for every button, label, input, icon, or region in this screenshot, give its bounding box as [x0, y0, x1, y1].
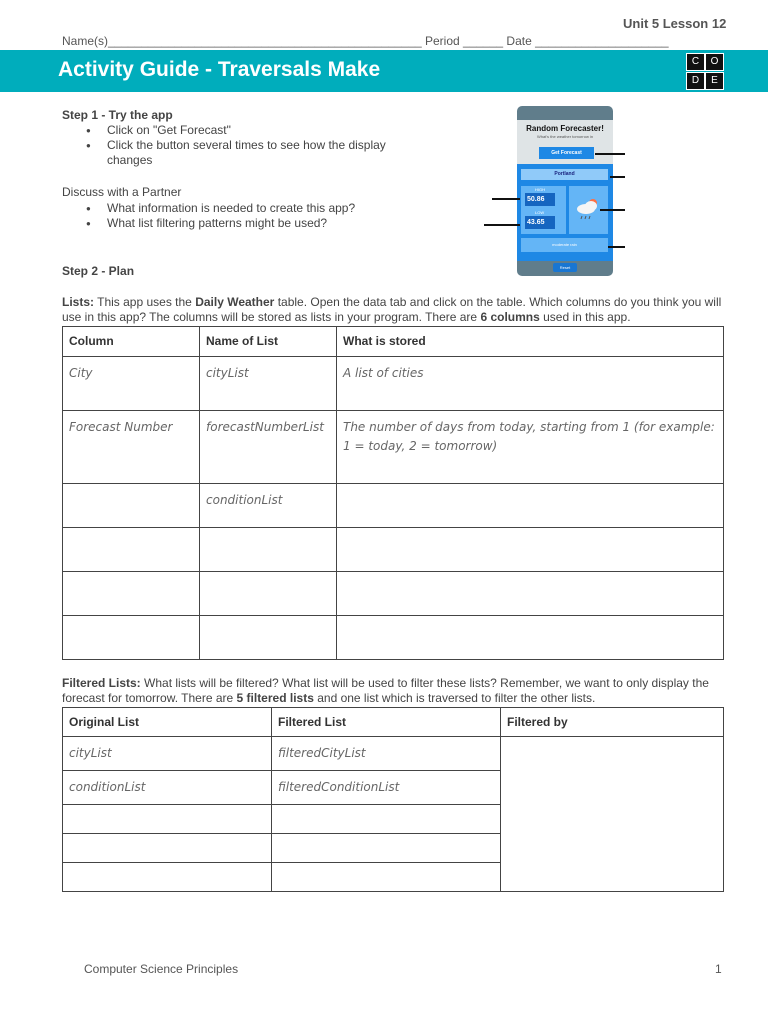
column-header: What is stored	[337, 327, 724, 357]
table-cell[interactable]: conditionList	[63, 771, 272, 805]
table-row	[63, 737, 724, 771]
table-row	[63, 616, 724, 660]
lists-instructions	[62, 295, 722, 325]
list-item: ● What information is needed to create this app?	[62, 201, 422, 216]
filtered-instructions	[62, 676, 724, 706]
table-cell[interactable]: The number of days from today, starting from 1 (for example: 1 = today, 2 = tomorrow)	[337, 411, 724, 484]
table-header-row	[63, 708, 724, 737]
table-cell[interactable]	[200, 528, 337, 572]
column-header: Column	[63, 327, 200, 357]
step1-bullets	[62, 123, 392, 168]
filtered-text: and one list which is traversed to filter the other lists.	[313, 691, 596, 705]
table-cell[interactable]	[63, 572, 200, 616]
table-cell[interactable]	[63, 484, 200, 528]
table-row	[63, 411, 724, 484]
table-row	[63, 572, 724, 616]
lists-text: table. Open the data tab and click on the table. Which columns do you think you will use in this app? The columns will be stored as lists in your program. There are	[62, 295, 722, 324]
table-cell[interactable]	[63, 616, 200, 660]
table-name: Daily Weather	[195, 295, 275, 309]
list-item: ● What list filtering patterns might be used?	[62, 216, 422, 231]
table-cell[interactable]: filteredConditionList	[272, 771, 501, 805]
table-cell[interactable]: City	[63, 357, 200, 411]
table-row	[63, 528, 724, 572]
table-cell[interactable]: Forecast Number	[63, 411, 200, 484]
table-cell[interactable]	[272, 834, 501, 863]
page-title: Activity Guide - Traversals Make	[58, 58, 381, 81]
logo-letter: E	[705, 72, 724, 90]
logo-letter: D	[686, 72, 705, 90]
table-cell[interactable]: A list of cities	[337, 357, 724, 411]
high-label: HIGH	[535, 187, 545, 192]
column-header: Original List	[63, 708, 272, 737]
table-cell[interactable]	[272, 863, 501, 892]
discuss-heading: Discuss with a Partner	[62, 185, 182, 199]
table-cell[interactable]: filteredCityList	[272, 737, 501, 771]
low-value: 43.65	[525, 216, 555, 229]
filtered-by-cell[interactable]	[501, 737, 724, 892]
table-cell[interactable]	[200, 616, 337, 660]
arrow	[610, 176, 625, 178]
app-subtitle: What's the weather tomorrow in	[536, 134, 594, 139]
city-label: Portland	[521, 169, 608, 180]
logo-letter: C	[686, 53, 705, 71]
table-cell[interactable]: cityList	[200, 357, 337, 411]
table-cell[interactable]	[63, 863, 272, 892]
table-cell[interactable]: forecastNumberList	[200, 411, 337, 484]
filtered-count: 5 filtered lists	[236, 691, 314, 705]
column-header: Name of List	[200, 327, 337, 357]
arrow	[492, 198, 520, 200]
list-item: ● Click on "Get Forecast"	[62, 123, 392, 138]
column-header: Filtered List	[272, 708, 501, 737]
page-number: 1	[715, 962, 722, 976]
table-cell[interactable]: conditionList	[200, 484, 337, 528]
filtered-lists-table	[62, 707, 724, 892]
arrow	[600, 209, 625, 211]
table-cell[interactable]: cityList	[63, 737, 272, 771]
logo-letter: O	[705, 53, 724, 71]
app-title: Random Forecaster!	[526, 124, 604, 133]
step1-heading: Step 1 - Try the app	[62, 108, 173, 122]
footer-course: Computer Science Principles	[84, 962, 239, 976]
table-cell[interactable]	[337, 484, 724, 528]
lists-text: This app uses the	[94, 295, 196, 309]
discuss-bullets	[62, 201, 422, 231]
unit-lesson-label: Unit 5 Lesson 12	[623, 16, 727, 31]
table-cell[interactable]	[337, 572, 724, 616]
table-cell[interactable]	[272, 805, 501, 834]
arrow	[608, 246, 625, 248]
filtered-text: What lists will be filtered? What list will be used to filter these lists? Remember, we want to only display the forecast for tomorrow. There are	[62, 676, 709, 705]
table-cell[interactable]	[200, 572, 337, 616]
table-row	[63, 357, 724, 411]
lists-label: Lists:	[62, 295, 95, 309]
arrow	[484, 224, 520, 226]
filtered-label: Filtered Lists:	[62, 676, 141, 690]
table-cell[interactable]	[63, 805, 272, 834]
table-cell[interactable]	[63, 528, 200, 572]
list-item: ● Click the button several times to see how the display changes	[62, 138, 392, 168]
columns-table	[62, 326, 724, 660]
lists-text: used in this app.	[539, 310, 631, 324]
column-count: 6 columns	[480, 310, 540, 324]
table-header-row	[63, 327, 724, 357]
column-header: Filtered by	[501, 708, 724, 737]
table-row	[63, 484, 724, 528]
get-forecast-button[interactable]: Get Forecast	[539, 147, 594, 159]
table-cell[interactable]	[337, 616, 724, 660]
high-value: 50.86	[525, 193, 555, 206]
names-period-date-line: Name(s)_______________________________________________ Period ______ Date ____________________	[62, 34, 669, 48]
table-cell[interactable]	[63, 834, 272, 863]
condition-description: moderate rain	[521, 238, 608, 252]
reset-button[interactable]: Reset	[553, 263, 577, 272]
step2-heading: Step 2 - Plan	[62, 264, 135, 278]
low-label: LOW	[535, 210, 545, 215]
code-logo	[686, 53, 724, 90]
arrow	[595, 153, 625, 155]
table-cell[interactable]	[337, 528, 724, 572]
